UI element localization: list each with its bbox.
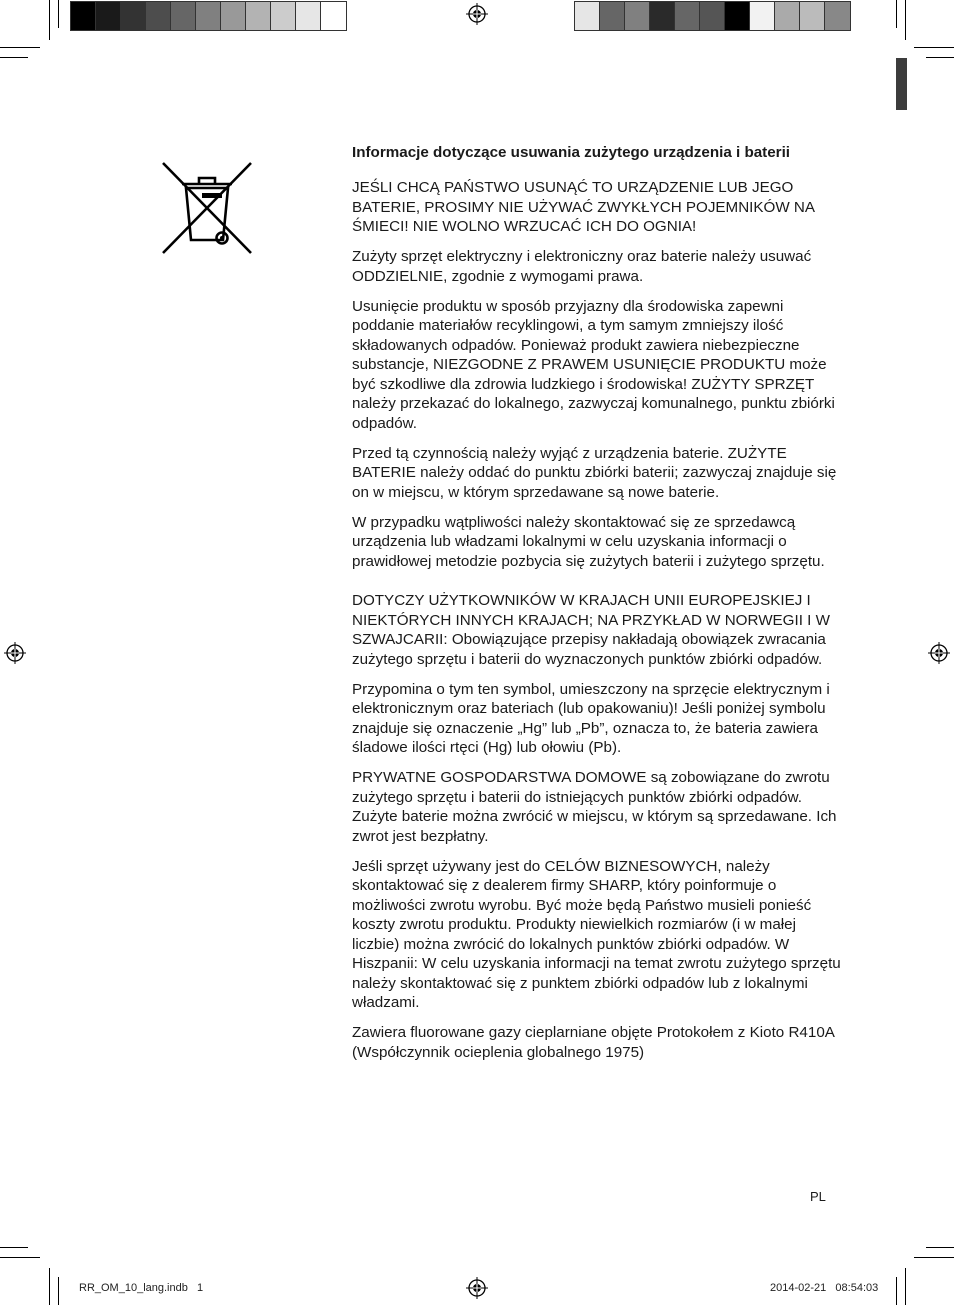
paragraph: Przypomina o tym ten symbol, umieszczony na sprzęcie elektrycznym i elektronicznym oraz bateriach (lub opakowaniu)! Jeśli poniżej symbolu znajduje się oznaczenie „Hg” lub „Pb”, oznacza to, że bateria zawiera śladowe ilości rtęci (Hg) lub ołowiu (Pb).: [352, 680, 830, 756]
paragraph: JEŚLI CHCĄ PAŃSTWO USUNĄĆ TO URZĄDZENIE LUB JEGO BATERIE, PROSIMY NIE UŻYWAĆ ZWYKŁYCH POJEMNIKÓW NA ŚMIECI! NIE WOLNO WRZUCAĆ ICH DO OGNIA!: [352, 179, 815, 235]
color-swatch: [625, 2, 650, 30]
registration-mark-icon: [928, 642, 950, 664]
color-swatch: [221, 2, 246, 30]
paragraph: W przypadku wątpliwości należy skontaktować się ze sprzedawcą urządzenia lub władzami lokalnymi w celu uzyskania informacji o prawidłowej metodzie pozbycia się zużytych baterii i zużytego sprzętu.: [352, 513, 825, 570]
crop-mark: [0, 1257, 40, 1258]
color-swatch: [800, 2, 825, 30]
print-slug-timestamp: 2014-02-21 08:54:03: [770, 1282, 879, 1294]
crossed-out-wheelie-bin-icon: [160, 160, 254, 261]
crop-mark: [58, 0, 59, 28]
crop-mark: [0, 57, 28, 58]
color-swatch: [246, 2, 271, 30]
color-swatch: [121, 2, 146, 30]
print-slug-filename: RR_OM_10_lang.indb 1: [79, 1282, 204, 1294]
crop-mark: [58, 1277, 59, 1305]
paragraph: DOTYCZY UŻYTKOWNIKÓW W KRAJACH UNII EUROPEJSKIEJ I NIEKTÓRYCH INNYCH KRAJACH; NA PRZYKŁAD W NORWEGII I W SZWAJCARII: Obowiązujące przepisy nakładają obowiązek zwracania zużytego sprzętu i baterii do wyznaczonych punktów zbiórki odpadów.: [352, 592, 830, 668]
color-swatch: [650, 2, 675, 30]
grayscale-swatch-bar-right: [574, 1, 851, 31]
crop-mark: [926, 1247, 954, 1248]
color-swatch: [196, 2, 221, 30]
crop-mark: [896, 1277, 897, 1305]
color-swatch: [750, 2, 775, 30]
color-swatch: [146, 2, 171, 30]
paragraph: Usunięcie produktu w sposób przyjazny dla środowiska zapewni poddanie materiałów recyklingowi, a tym samym zmniejszy ilość składowanych odpadów. Ponieważ produkt zawiera niebezpieczne substancje, NIEZGODNE Z PRAWEM USUNIĘCIE PRODUKTU może być szkodliwe dla zdrowia ludzkiego i środowiska! ZUŻYTY SPRZĘT należy przekazać do lokalnego, zazwyczaj komunalnego, punktu zbiórki odpadów.: [352, 297, 835, 432]
section-heading: Informacje dotyczące usuwania zużytego urządzenia i baterii: [352, 144, 791, 161]
color-swatch: [775, 2, 800, 30]
section-tab-marker: [896, 58, 907, 110]
crop-mark: [905, 0, 906, 40]
paragraph: Przed tą czynnością należy wyjąć z urządzenia baterie. ZUŻYTE BATERIE należy oddać do punktu zbiórki baterii; zazwyczaj znajduje się on w miejscu, w którym sprzedawane są nowe baterie.: [352, 444, 837, 501]
grayscale-swatch-bar-left: [70, 1, 347, 31]
crop-mark: [49, 1268, 50, 1305]
registration-mark-icon: [466, 3, 488, 25]
crop-mark: [926, 57, 954, 58]
color-swatch: [600, 2, 625, 30]
paragraph: PRYWATNE GOSPODARSTWA DOMOWE są zobowiązane do zwrotu zużytego sprzętu i baterii do istniejących punktów zbiórki odpadów. Zużyte baterie można zwrócić w miejscu, w którym są sprzedawane. Ich zwrot jest bezpłatny.: [352, 769, 837, 845]
crop-mark: [49, 0, 50, 40]
color-swatch: [171, 2, 196, 30]
crop-mark: [896, 0, 897, 28]
color-swatch: [675, 2, 700, 30]
color-swatch: [271, 2, 296, 30]
crop-mark: [0, 47, 40, 48]
color-swatch: [96, 2, 121, 30]
color-swatch: [700, 2, 725, 30]
page-language-label: PL: [810, 1189, 826, 1204]
disposal-information-section: [352, 143, 844, 1073]
registration-mark-icon: [466, 1277, 488, 1299]
registration-mark-icon: [4, 642, 26, 664]
crop-mark: [914, 1257, 954, 1258]
color-swatch: [321, 2, 346, 30]
crop-mark: [905, 1268, 906, 1305]
crop-mark: [914, 47, 954, 48]
crop-mark: [0, 1247, 28, 1248]
color-swatch: [575, 2, 600, 30]
paragraph: Zawiera fluorowane gazy cieplarniane objęte Protokołem z Kioto R410A (Współczynnik ocieplenia globalnego 1975): [352, 1024, 835, 1061]
color-swatch: [71, 2, 96, 30]
color-swatch: [725, 2, 750, 30]
paragraph: Zużyty sprzęt elektryczny i elektroniczny oraz baterie należy usuwać ODDZIELNIE, zgodnie z wymogami prawa.: [352, 248, 812, 285]
color-swatch: [825, 2, 850, 30]
paragraph: Jeśli sprzęt używany jest do CELÓW BIZNESOWYCH, należy skontaktować się z dealerem firmy SHARP, który poinformuje o możliwości zwrotu wyrobu. Być może będą Państwo musieli ponieść koszty zwrotu produktu. Produkty niewielkich rozmiarów (i w małej liczbie) można zwrócić do lokalnych punktów zbiórki odpadów. W Hiszpanii: W celu uzyskania informacji na temat zwrotu zużytego sprzętu należy skontaktować się z punktem zbiórki odpadów lub z lokalnymi władzami.: [352, 857, 841, 1011]
color-swatch: [296, 2, 321, 30]
